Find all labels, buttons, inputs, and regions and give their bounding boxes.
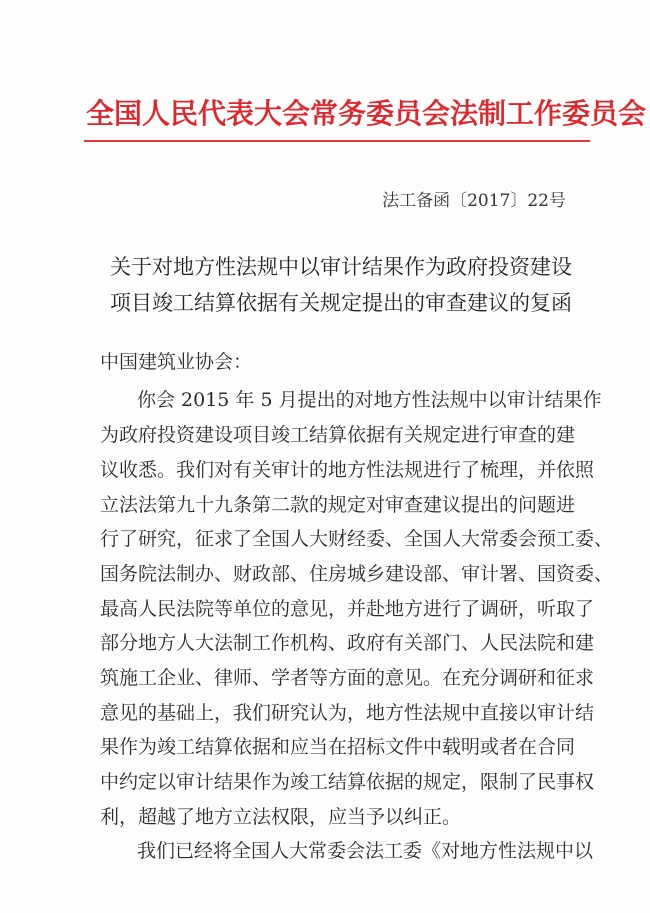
body-text-line: 国务院法制办、财政部、住房城乡建设部、审计署、国资委、 [100, 563, 614, 585]
body-text-line: 最高人民法院等单位的意见，并赴地方进行了调研，听取了 [100, 598, 595, 620]
header-divider [84, 140, 590, 142]
salutation: 中国建筑业协会： [100, 351, 253, 373]
body-text-line: 中约定以审计结果作为竣工结算依据的规定，限制了民事权 [100, 771, 595, 793]
body-text-line: 行了研究，征求了全国人大财经委、全国人大常委会预工委、 [100, 528, 614, 550]
body-text-line: 部分地方人大法制工作机构、政府有关部门、人民法院和建 [100, 632, 595, 654]
body-text-line: 意见的基础上，我们研究认为，地方性法规中直接以审计结 [100, 702, 595, 724]
issuing-organization-header: 全国人民代表大会常务委员会法制工作委员会 [86, 97, 647, 130]
document-title-line: 关于对地方性法规中以审计结果作为政府投资建设 [110, 255, 572, 279]
body-text-line: 议收悉。我们对有关审计的地方性法规进行了梳理，并依照 [100, 459, 595, 481]
body-text-line: 我们已经将全国人大常委会法工委《对地方性法规中以 [137, 840, 594, 862]
body-text-line: 利，超越了地方立法权限，应当予以纠正。 [100, 806, 462, 828]
body-text-line: 果作为竣工结算依据和应当在招标文件中载明或者在合同 [100, 736, 576, 758]
document-number: 法工备函〔2017〕22号 [382, 191, 566, 211]
body-text-line: 立法法第九十九条第二款的规定对审查建议提出的问题进 [100, 494, 576, 516]
body-text-line: 你会 2015 年 5 月提出的对地方性法规中以审计结果作 [137, 389, 602, 411]
document-title-line: 项目竣工结算依据有关规定提出的审查建议的复函 [110, 291, 572, 315]
body-text-line: 为政府投资建设项目竣工结算依据有关规定进行审查的建 [100, 424, 576, 446]
body-text-line: 筑施工企业、律师、学者等方面的意见。在充分调研和征求 [100, 667, 595, 689]
